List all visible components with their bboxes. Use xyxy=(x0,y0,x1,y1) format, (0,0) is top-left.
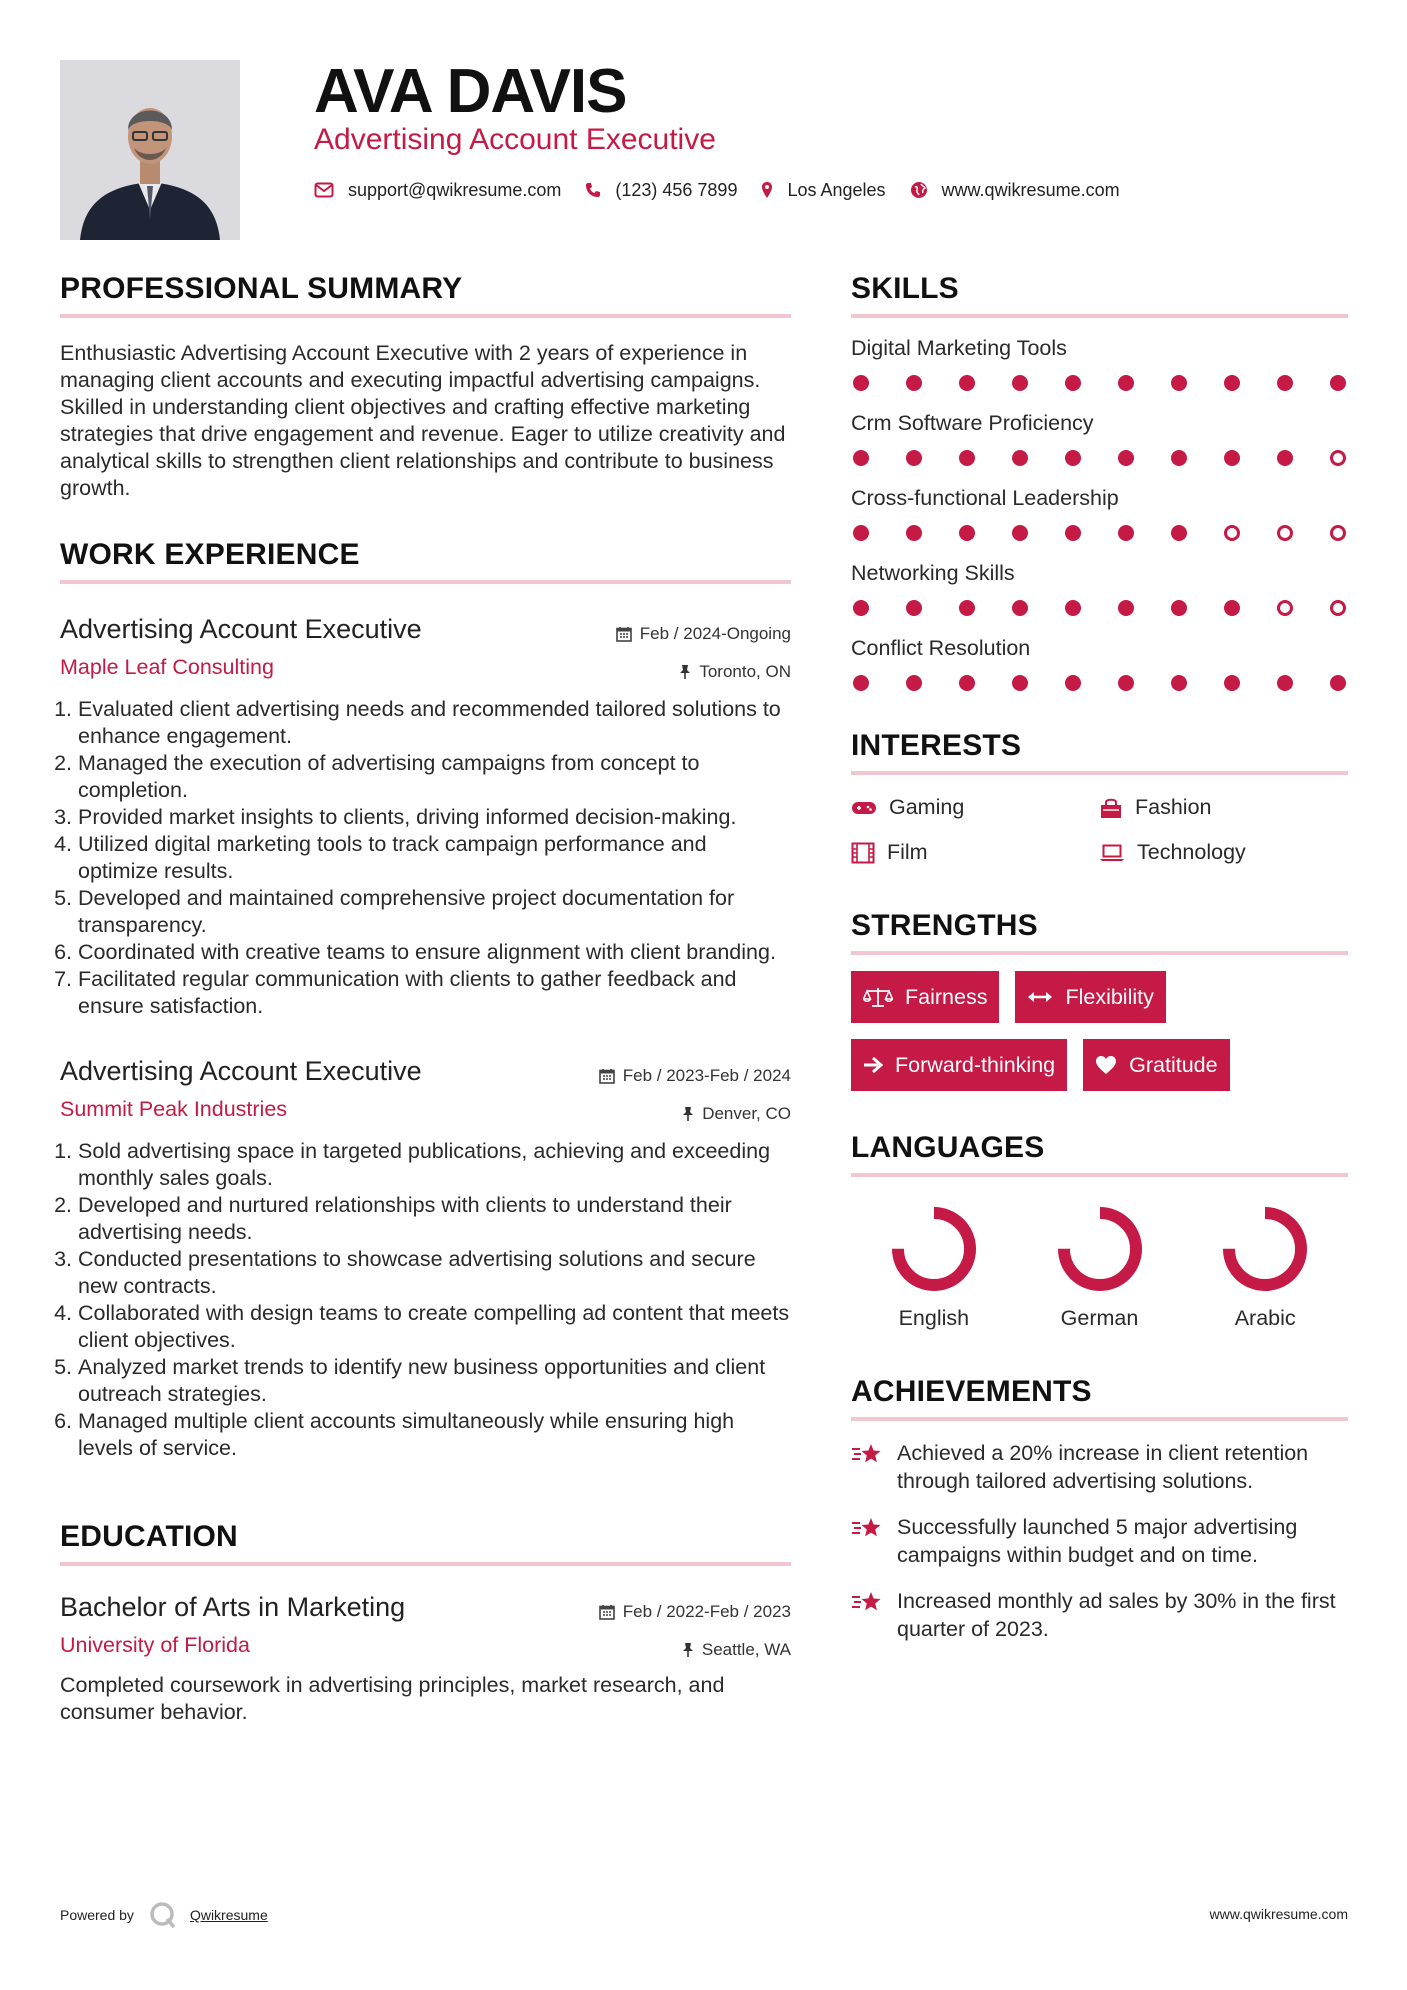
education-location-text: Seattle, WA xyxy=(701,1640,791,1659)
laptop-icon xyxy=(1099,843,1125,863)
language-item xyxy=(851,1201,1017,1331)
rating-dot-filled xyxy=(906,675,922,691)
rating-dot-empty xyxy=(1277,525,1293,541)
rating-dot-filled xyxy=(959,675,975,691)
languages-heading: LANGUAGES xyxy=(851,1131,1348,1177)
interest-item xyxy=(1099,840,1347,865)
job-location xyxy=(682,1104,791,1124)
job-title: Advertising Account Executive xyxy=(60,614,422,644)
heart-icon xyxy=(1095,1055,1117,1075)
job-date xyxy=(599,1066,791,1086)
strength-tag xyxy=(1083,1039,1229,1091)
job-bullet: 5. Analyzed market trends to identify new business opportunities and client outreach strategies. xyxy=(78,1354,791,1408)
rating-dot-filled xyxy=(853,375,869,391)
rating-dot-filled xyxy=(1065,675,1081,691)
rating-dot-filled xyxy=(1118,600,1134,616)
language-label: English xyxy=(898,1306,970,1330)
person-photo-icon xyxy=(60,60,240,240)
rating-dot-filled xyxy=(853,525,869,541)
language-gauge xyxy=(886,1201,982,1297)
strengths-section xyxy=(851,909,1348,1107)
skill-rating xyxy=(851,600,1348,616)
language-label: Arabic xyxy=(1234,1306,1296,1330)
interest-label: Film xyxy=(887,840,928,864)
rating-dot-filled xyxy=(1277,450,1293,466)
interest-item xyxy=(851,795,1099,820)
job-location xyxy=(679,662,791,682)
achievement-item xyxy=(851,1513,1348,1569)
job-bullet: 4. Utilized digital marketing tools to track campaign performance and optimize results. xyxy=(78,831,791,885)
skills-section xyxy=(851,272,1348,691)
website-text: www.qwikresume.com xyxy=(941,179,1120,200)
strength-tag xyxy=(851,971,999,1023)
rating-dot-filled xyxy=(906,375,922,391)
skill-rating xyxy=(851,675,1348,691)
achievement-item xyxy=(851,1587,1348,1643)
strength-label: Forward-thinking xyxy=(895,1052,1056,1077)
gamepad-icon xyxy=(851,799,877,817)
shopping-bag-icon xyxy=(1099,797,1123,819)
interest-label: Technology xyxy=(1137,840,1246,864)
profile-photo xyxy=(60,60,240,240)
strengths-list xyxy=(851,971,1348,1107)
film-icon xyxy=(851,842,875,864)
interest-item xyxy=(1099,795,1347,820)
trophy-star-icon xyxy=(851,1515,883,1543)
rating-dot-filled xyxy=(1012,675,1028,691)
achievement-item xyxy=(851,1439,1348,1495)
candidate-role: Advertising Account Executive xyxy=(314,123,716,156)
skill-name: Crm Software Proficiency xyxy=(851,411,1094,435)
rating-dot-filled xyxy=(1118,375,1134,391)
trophy-star-icon xyxy=(851,1589,883,1617)
contact-phone[interactable] xyxy=(585,180,737,201)
degree-title: Bachelor of Arts in Marketing xyxy=(60,1592,406,1622)
education-date-text: Feb / 2022-Feb / 2023 xyxy=(622,1602,791,1621)
rating-dot-filled xyxy=(1012,450,1028,466)
job-bullet: 5. Developed and maintained comprehensive project documentation for transparency. xyxy=(78,885,791,939)
rating-dot-filled xyxy=(1012,375,1028,391)
strength-tag xyxy=(1015,971,1165,1023)
job-bullet: 3. Conducted presentations to showcase advertising solutions and secure new contracts. xyxy=(78,1246,791,1300)
education-heading: EDUCATION xyxy=(60,1520,791,1566)
rating-dot-filled xyxy=(959,600,975,616)
language-item xyxy=(1182,1201,1348,1331)
language-gauge xyxy=(1052,1201,1148,1297)
job-bullet: 3. Provided market insights to clients, driving informed decision-making. xyxy=(78,804,791,831)
job-location-text: Toronto, ON xyxy=(699,662,791,681)
rating-dot-filled xyxy=(1118,675,1134,691)
calendar-icon xyxy=(599,1604,615,1620)
calendar-icon xyxy=(616,626,632,642)
interest-item xyxy=(851,840,1099,865)
rating-dot-filled xyxy=(1330,375,1346,391)
language-gauge xyxy=(1217,1201,1313,1297)
job-bullet: 6. Managed multiple client accounts simultaneously while ensuring high levels of service. xyxy=(78,1408,791,1462)
rating-dot-filled xyxy=(1277,675,1293,691)
rating-dot-filled xyxy=(1118,525,1134,541)
job-location-text: Denver, CO xyxy=(702,1104,791,1123)
school-name: University of Florida xyxy=(60,1633,250,1657)
map-pin-icon xyxy=(761,181,773,199)
rating-dot-filled xyxy=(1277,375,1293,391)
contact-location xyxy=(761,180,885,201)
education-section xyxy=(60,1520,791,1726)
job-date xyxy=(616,624,791,644)
job-entry xyxy=(60,1056,791,1462)
job-company: Maple Leaf Consulting xyxy=(60,655,274,679)
trophy-star-icon xyxy=(851,1441,883,1469)
rating-dot-filled xyxy=(906,525,922,541)
job-entry xyxy=(60,614,791,1020)
rating-dot-filled xyxy=(853,675,869,691)
skill-rating xyxy=(851,375,1348,391)
rating-dot-filled xyxy=(1065,450,1081,466)
interests-section xyxy=(851,729,1348,865)
job-bullets xyxy=(60,696,791,1020)
interest-label: Gaming xyxy=(889,795,965,819)
qwikresume-logo-icon xyxy=(148,1900,178,1930)
experience-heading: WORK EXPERIENCE xyxy=(60,538,791,584)
rating-dot-filled xyxy=(1330,675,1346,691)
phone-text: (123) 456 7899 xyxy=(615,179,738,200)
brand-link[interactable]: Qwikresume xyxy=(189,1907,268,1923)
education-location xyxy=(682,1640,791,1660)
summary-text: Enthusiastic Advertising Account Executive with 2 years of experience in managing client accounts and executing impactful advertising campaigns. Skilled in understanding client objectives and crafting effective marketing strategies that drive engagement and revenue. Eager to utilize creativity and analytical skills to strengthen client relationships and contribute to business growth. xyxy=(60,341,786,500)
rating-dot-filled xyxy=(959,375,975,391)
experience-section xyxy=(60,538,791,1462)
skill-name: Networking Skills xyxy=(851,561,1015,585)
education-entry xyxy=(60,1592,791,1726)
rating-dot-filled xyxy=(1012,525,1028,541)
arrow-right-icon xyxy=(863,1056,883,1074)
achievement-text: Successfully launched 5 major advertising campaigns within budget and on time. xyxy=(897,1515,1298,1567)
skills-list xyxy=(851,336,1348,691)
contact-bar xyxy=(314,178,1144,202)
job-bullet: 4. Collaborated with design teams to create compelling ad content that meets client objectives. xyxy=(78,1300,791,1354)
pushpin-icon xyxy=(682,1106,694,1122)
rating-dot-filled xyxy=(959,525,975,541)
job-bullet: 6. Coordinated with creative teams to ensure alignment with client branding. xyxy=(78,939,791,966)
skill-rating xyxy=(851,525,1348,541)
summary-section xyxy=(60,272,791,502)
rating-dot-empty xyxy=(1330,600,1346,616)
rating-dot-filled xyxy=(1065,525,1081,541)
right-column xyxy=(851,272,1348,1643)
achievements-heading: ACHIEVEMENTS xyxy=(851,1375,1348,1421)
languages-section xyxy=(851,1131,1348,1331)
achievement-text: Achieved a 20% increase in client retention through tailored advertising solutions. xyxy=(897,1441,1309,1493)
rating-dot-filled xyxy=(1171,600,1187,616)
strength-label: Gratitude xyxy=(1129,1052,1218,1077)
language-gauge-arc xyxy=(1064,1213,1136,1285)
pushpin-icon xyxy=(682,1642,694,1658)
rating-dot-filled xyxy=(853,450,869,466)
calendar-icon xyxy=(599,1068,615,1084)
pushpin-icon xyxy=(679,664,691,680)
job-bullet: 2. Developed and nurtured relationships with clients to understand their advertising needs. xyxy=(78,1192,791,1246)
envelope-icon xyxy=(314,182,334,198)
globe-icon xyxy=(910,181,928,199)
rating-dot-filled xyxy=(906,600,922,616)
job-bullet: 1. Evaluated client advertising needs and recommended tailored solutions to enhance engagement. xyxy=(78,696,791,750)
footer-powered-by xyxy=(60,1900,268,1930)
powered-by-label: Powered by xyxy=(60,1907,134,1923)
contact-website[interactable] xyxy=(910,180,1120,201)
balance-scale-icon xyxy=(863,986,893,1008)
strength-label: Flexibility xyxy=(1065,984,1154,1009)
job-bullets xyxy=(60,1138,791,1462)
job-date-text: Feb / 2023-Feb / 2024 xyxy=(622,1066,791,1085)
education-date xyxy=(599,1602,791,1622)
rating-dot-filled xyxy=(1171,375,1187,391)
skills-heading: SKILLS xyxy=(851,272,1348,318)
rating-dot-filled xyxy=(1171,525,1187,541)
footer-website[interactable]: www.qwikresume.com xyxy=(1209,1906,1348,1922)
summary-heading: PROFESSIONAL SUMMARY xyxy=(60,272,791,318)
candidate-name: AVA DAVIS xyxy=(314,57,627,126)
rating-dot-filled xyxy=(1224,375,1240,391)
rating-dot-empty xyxy=(1224,525,1240,541)
interest-label: Fashion xyxy=(1135,795,1212,819)
language-gauge-arc xyxy=(1229,1213,1301,1285)
job-company: Summit Peak Industries xyxy=(60,1097,288,1121)
education-description: Completed coursework in advertising principles, market research, and consumer behavior. xyxy=(60,1673,725,1724)
skill-name: Digital Marketing Tools xyxy=(851,336,1067,360)
interests-grid xyxy=(851,795,1348,865)
strengths-heading: STRENGTHS xyxy=(851,909,1348,955)
arrows-horizontal-icon xyxy=(1027,990,1053,1004)
interests-heading: INTERESTS xyxy=(851,729,1348,775)
rating-dot-empty xyxy=(1330,525,1346,541)
rating-dot-filled xyxy=(1171,675,1187,691)
rating-dot-filled xyxy=(1224,675,1240,691)
rating-dot-filled xyxy=(1065,600,1081,616)
rating-dot-filled xyxy=(1224,600,1240,616)
job-title: Advertising Account Executive xyxy=(60,1056,422,1086)
job-bullet: 1. Sold advertising space in targeted publications, achieving and exceeding monthly sales goals. xyxy=(78,1138,791,1192)
phone-icon xyxy=(585,182,601,198)
skill-name: Conflict Resolution xyxy=(851,636,1031,660)
achievements-section xyxy=(851,1375,1348,1643)
rating-dot-filled xyxy=(906,450,922,466)
job-date-text: Feb / 2024-Ongoing xyxy=(639,624,791,643)
rating-dot-filled xyxy=(853,600,869,616)
rating-dot-filled xyxy=(959,450,975,466)
rating-dot-filled xyxy=(1118,450,1134,466)
achievement-text: Increased monthly ad sales by 30% in the first quarter of 2023. xyxy=(897,1589,1336,1641)
job-bullet: 7. Facilitated regular communication with clients to gather feedback and ensure satisfaction. xyxy=(78,966,791,1020)
rating-dot-filled xyxy=(1224,450,1240,466)
rating-dot-empty xyxy=(1330,450,1346,466)
rating-dot-filled xyxy=(1065,375,1081,391)
language-item xyxy=(1017,1201,1183,1331)
strength-label: Fairness xyxy=(905,984,988,1009)
rating-dot-filled xyxy=(1171,450,1187,466)
email-text: support@qwikresume.com xyxy=(348,179,562,200)
rating-dot-empty xyxy=(1277,600,1293,616)
contact-email[interactable] xyxy=(314,180,561,201)
language-label: German xyxy=(1060,1306,1139,1330)
languages-list xyxy=(851,1201,1348,1331)
location-text: Los Angeles xyxy=(787,179,886,200)
language-gauge-arc xyxy=(898,1213,970,1285)
skill-name: Cross-functional Leadership xyxy=(851,486,1119,510)
skill-rating xyxy=(851,450,1348,466)
strength-tag xyxy=(851,1039,1067,1091)
left-column xyxy=(60,272,791,1726)
rating-dot-filled xyxy=(1012,600,1028,616)
job-bullet: 2. Managed the execution of advertising campaigns from concept to completion. xyxy=(78,750,791,804)
